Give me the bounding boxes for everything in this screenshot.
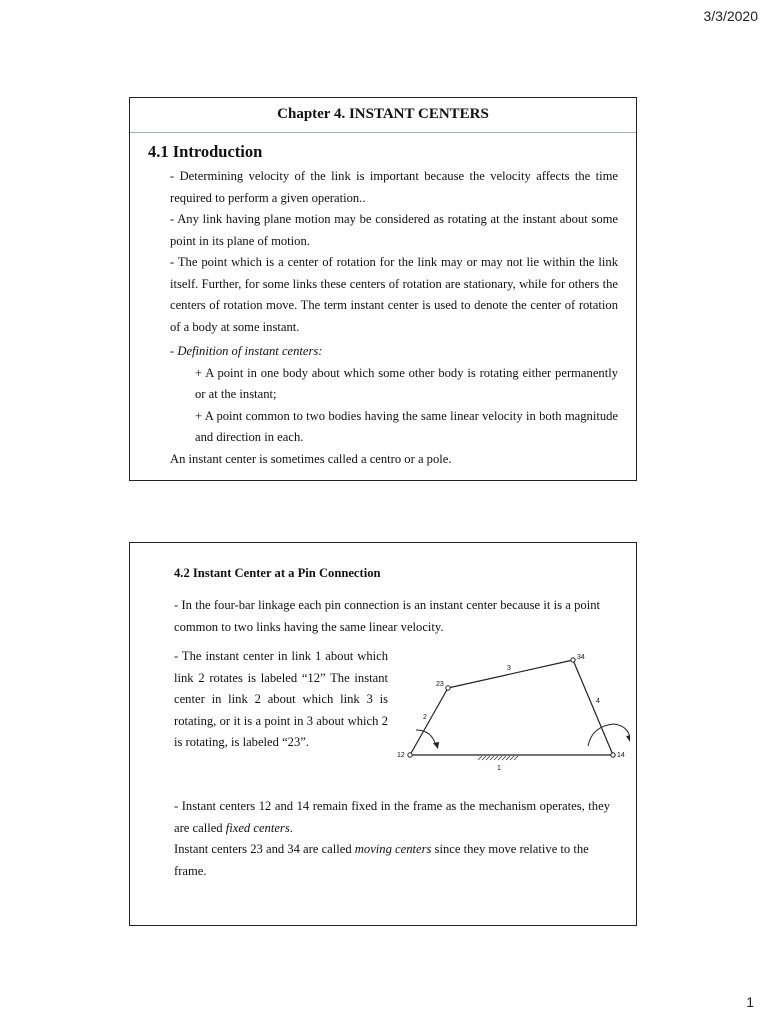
slide-instant-centers-intro: [129, 97, 637, 481]
chapter-title: Chapter 4. INSTANT CENTERS: [130, 98, 636, 133]
slide-pin-connection: [129, 542, 637, 926]
label-23: 23: [436, 681, 444, 688]
label-link-4: 4: [596, 698, 600, 705]
paragraph-centro-pole: An instant center is sometimes called a centro or a pole.: [170, 451, 452, 466]
definition-heading: [170, 341, 618, 363]
label-link-1: 1: [497, 765, 501, 772]
four-bar-linkage-diagram: [392, 646, 630, 776]
label-12: 12: [397, 752, 405, 759]
paragraph-center-of-rotation: - The point which is a center of rotation for the link may or may not lie within the link itself. Further, for some links these centers of rotation are stationary, while for others the centers of rotation move. The term instant center is used to denote the center of rotation of a body at some instant.: [170, 255, 618, 334]
link-2: [410, 688, 448, 755]
rotation-arrow-link-4: [588, 724, 630, 746]
paragraph-four-bar: - In the four-bar linkage each pin connection is an instant center because it is a point common to two links having the same linear velocity.: [174, 598, 600, 634]
pin-14: [611, 753, 615, 757]
date-label: 3/3/2020: [703, 8, 758, 24]
rotation-arrow-link-2-head: [433, 742, 439, 749]
ground-hatch: [478, 756, 518, 760]
definition-item-1: + A point in one body about which some other body is rotating either permanently or at the instant;: [195, 365, 618, 401]
fixed-centers-term: fixed centers: [225, 820, 290, 835]
fixed-moving-centers-text: [174, 796, 610, 882]
label-link-3: 3: [507, 665, 511, 672]
fixed-centers-text-a: - Instant centers 12 and 14 remain fixed in the frame as the mechanism operates, they are called: [174, 799, 610, 835]
moving-centers-term: moving centers: [354, 842, 432, 856]
paragraph-velocity: - Determining velocity of the link is important because the velocity affects the time required to perform a given operation..: [170, 169, 618, 205]
section-heading-pin-connection: 4.2 Instant Center at a Pin Connection: [174, 566, 381, 580]
pin-12: [408, 753, 412, 757]
paragraph-plane-motion: - Any link having plane motion may be considered as rotating at the instant about some point in its plane of motion.: [170, 212, 618, 248]
fixed-centers-text-b: .: [289, 820, 293, 835]
page-number: 1: [746, 994, 754, 1010]
label-14: 14: [617, 752, 625, 759]
definition-item-2: + A point common to two bodies having the same linear velocity in both magnitude and direction in each.: [195, 408, 618, 444]
paragraph-fixed-centers: [174, 796, 610, 839]
paragraph-moving-centers: [174, 839, 610, 882]
definition-prefix: -: [170, 344, 178, 358]
moving-centers-text-a: Instant centers 23 and 34 are called: [174, 842, 355, 856]
link-4: [573, 660, 613, 755]
introduction-body: [170, 166, 618, 470]
pin-23: [446, 686, 450, 690]
label-link-2: 2: [423, 714, 427, 721]
moving-centers-text-b: since they move relative to the frame.: [174, 842, 589, 878]
definition-label: Definition of instant centers:: [177, 344, 323, 358]
section-heading-introduction: 4.1 Introduction: [148, 142, 263, 161]
label-34: 34: [577, 654, 585, 661]
pin-34: [571, 658, 575, 662]
rotation-arrow-link-4-head: [626, 735, 630, 742]
paragraph-labels: - The instant center in link 1 about which link 2 rotates is labeled “12” The instant center in link 2 about which link 3 is rotating, or it is a point in 3 about which 2 is rotating, is labeled “23”.: [174, 649, 388, 749]
